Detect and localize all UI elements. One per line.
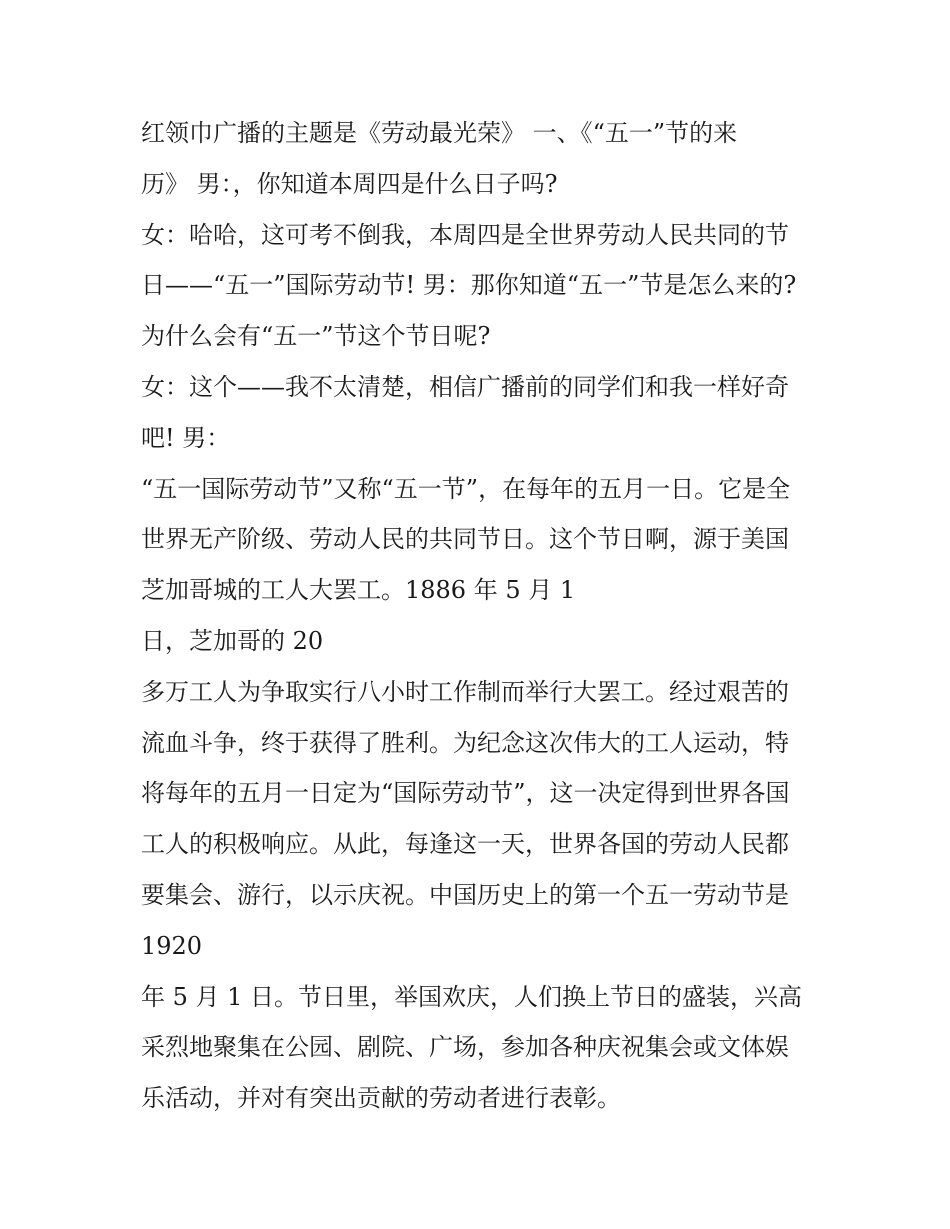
- text-line: 女：这个——我不太清楚，相信广播前的同学们和我一样好奇: [141, 372, 789, 401]
- document-body: [141, 108, 831, 1124]
- text-line: 多万工人为争取实行八小时工作制而举行大罢工。经过艰苦的: [141, 677, 789, 706]
- text-line: 为什么会有“五一”节这个节日呢?: [141, 322, 491, 351]
- text-line: 1920: [141, 931, 203, 960]
- text-line: 工人的积极响应。从此，每逢这一天，世界各国的劳动人民都: [141, 830, 789, 859]
- text-line: 将每年的五月一日定为“国际劳动节”，这一决定得到世界各国: [141, 779, 790, 808]
- text-line: 采烈地聚集在公园、剧院、广场，参加各种庆祝集会或文体娱: [141, 1033, 789, 1062]
- text-line: 日，芝加哥的 20: [141, 626, 324, 655]
- text-line: 芝加哥城的工人大罢工。1886 年 5 月 1: [141, 576, 576, 605]
- text-line: 世界无产阶级、劳动人民的共同节日。这个节日啊，源于美国: [141, 525, 789, 554]
- text-line: 历》 男：，你知道本周四是什么日子吗?: [141, 169, 558, 198]
- text-line: 日——“五一”国际劳动节! 男：那你知道“五一”节是怎么来的?: [141, 271, 797, 300]
- text-line: 年 5 月 1 日。节日里，举国欢庆，人们换上节日的盛装，兴高: [141, 982, 803, 1011]
- text-line: 红领巾广播的主题是《劳动最光荣》 一、《“五一”节的来: [141, 119, 738, 147]
- text-line: 流血斗争，终于获得了胜利。为纪念这次伟大的工人运动，特: [141, 728, 789, 757]
- text-line: “五一国际劳动节”又称“五一节”，在每年的五月一日。它是全: [141, 474, 791, 503]
- text-line: 女：哈哈，这可考不倒我，本周四是全世界劳动人民共同的节: [141, 220, 789, 249]
- text-line: 吧! 男：: [141, 423, 231, 452]
- text-line: 乐活动，并对有突出贡献的劳动者进行表彰。: [141, 1084, 621, 1113]
- text-line: 要集会、游行，以示庆祝。中国历史上的第一个五一劳动节是: [141, 880, 789, 909]
